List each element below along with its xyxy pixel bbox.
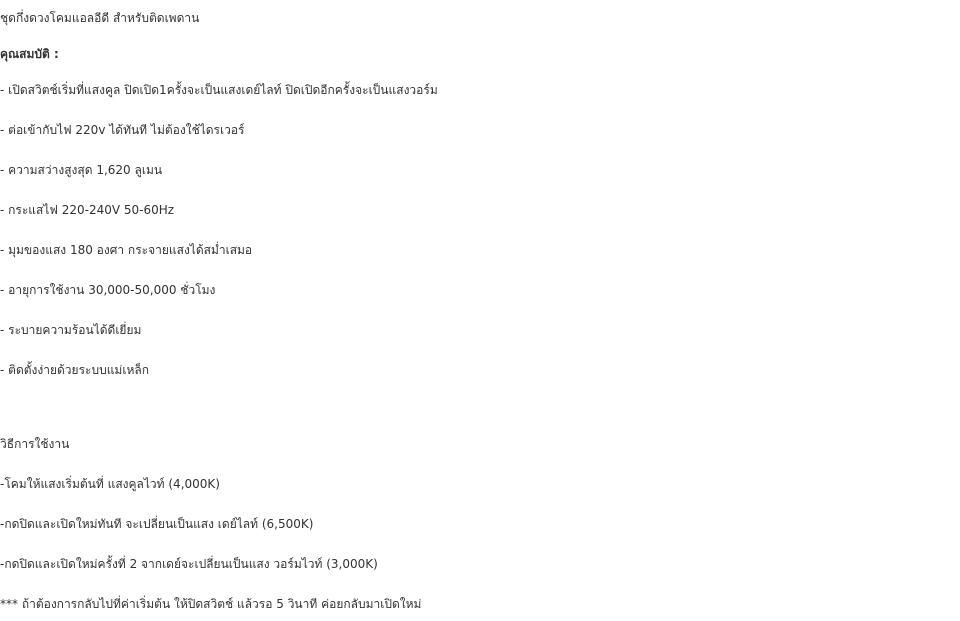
feature-item: - ความสว่างสูงสุด 1,620 ลูเมน [0, 163, 163, 177]
usage-step: -กดปิดและเปิดใหม่ทันที จะเปลี่ยนเป็นแสง เดย์ไลท์ (6,500K) [0, 517, 314, 531]
usage-heading: วิธีการใช้งาน [0, 437, 70, 451]
usage-step: -โคมให้แสงเริ่มต้นที่ แสงคูลไวท์ (4,000K) [0, 477, 220, 491]
feature-item: - กระแสไฟ 220-240V 50-60Hz [0, 203, 175, 217]
reset-note: *** ถ้าต้องการกลับไปที่ค่าเริ่มต้น ให้ปิดสวิตช์ แล้วรอ 5 วินาที ค่อยกลับมาเปิดใหม่ [0, 597, 422, 611]
feature-item: - ต่อเข้ากับไฟ 220v ได้ทันที ไม่ต้องใช้ไดรเวอร์ [0, 123, 245, 137]
usage-step: -กดปิดและเปิดใหม่ครั้งที่ 2 จากเดย์จะเปลี่ยนเป็นแสง วอร์มไวท์ (3,000K) [0, 557, 378, 571]
feature-item: - ระบายความร้อนได้ดีเยี่ยม [0, 323, 142, 337]
feature-item: - อายุการใช้งาน 30,000-50,000 ชั่วโมง [0, 283, 216, 297]
feature-item: - ติดตั้งง่ายด้วยระบบแม่เหล็ก [0, 363, 149, 377]
features-heading: คุณสมบัติ : [0, 47, 59, 61]
feature-item: - มุมของแสง 180 องศา กระจายแสงได้สม่ำเสมอ [0, 243, 253, 257]
product-title: ชุดกึ่งดวงโคมแอลอีดี สำหรับติดเพดาน [0, 11, 200, 25]
feature-item: - เปิดสวิตช์เริ่มที่แสงคูล ปิดเปิด1ครั้งจะเป็นแสงเดย์ไลท์ ปิดเปิดอีกครั้งจะเป็นแสงวอร์ม [0, 83, 438, 97]
